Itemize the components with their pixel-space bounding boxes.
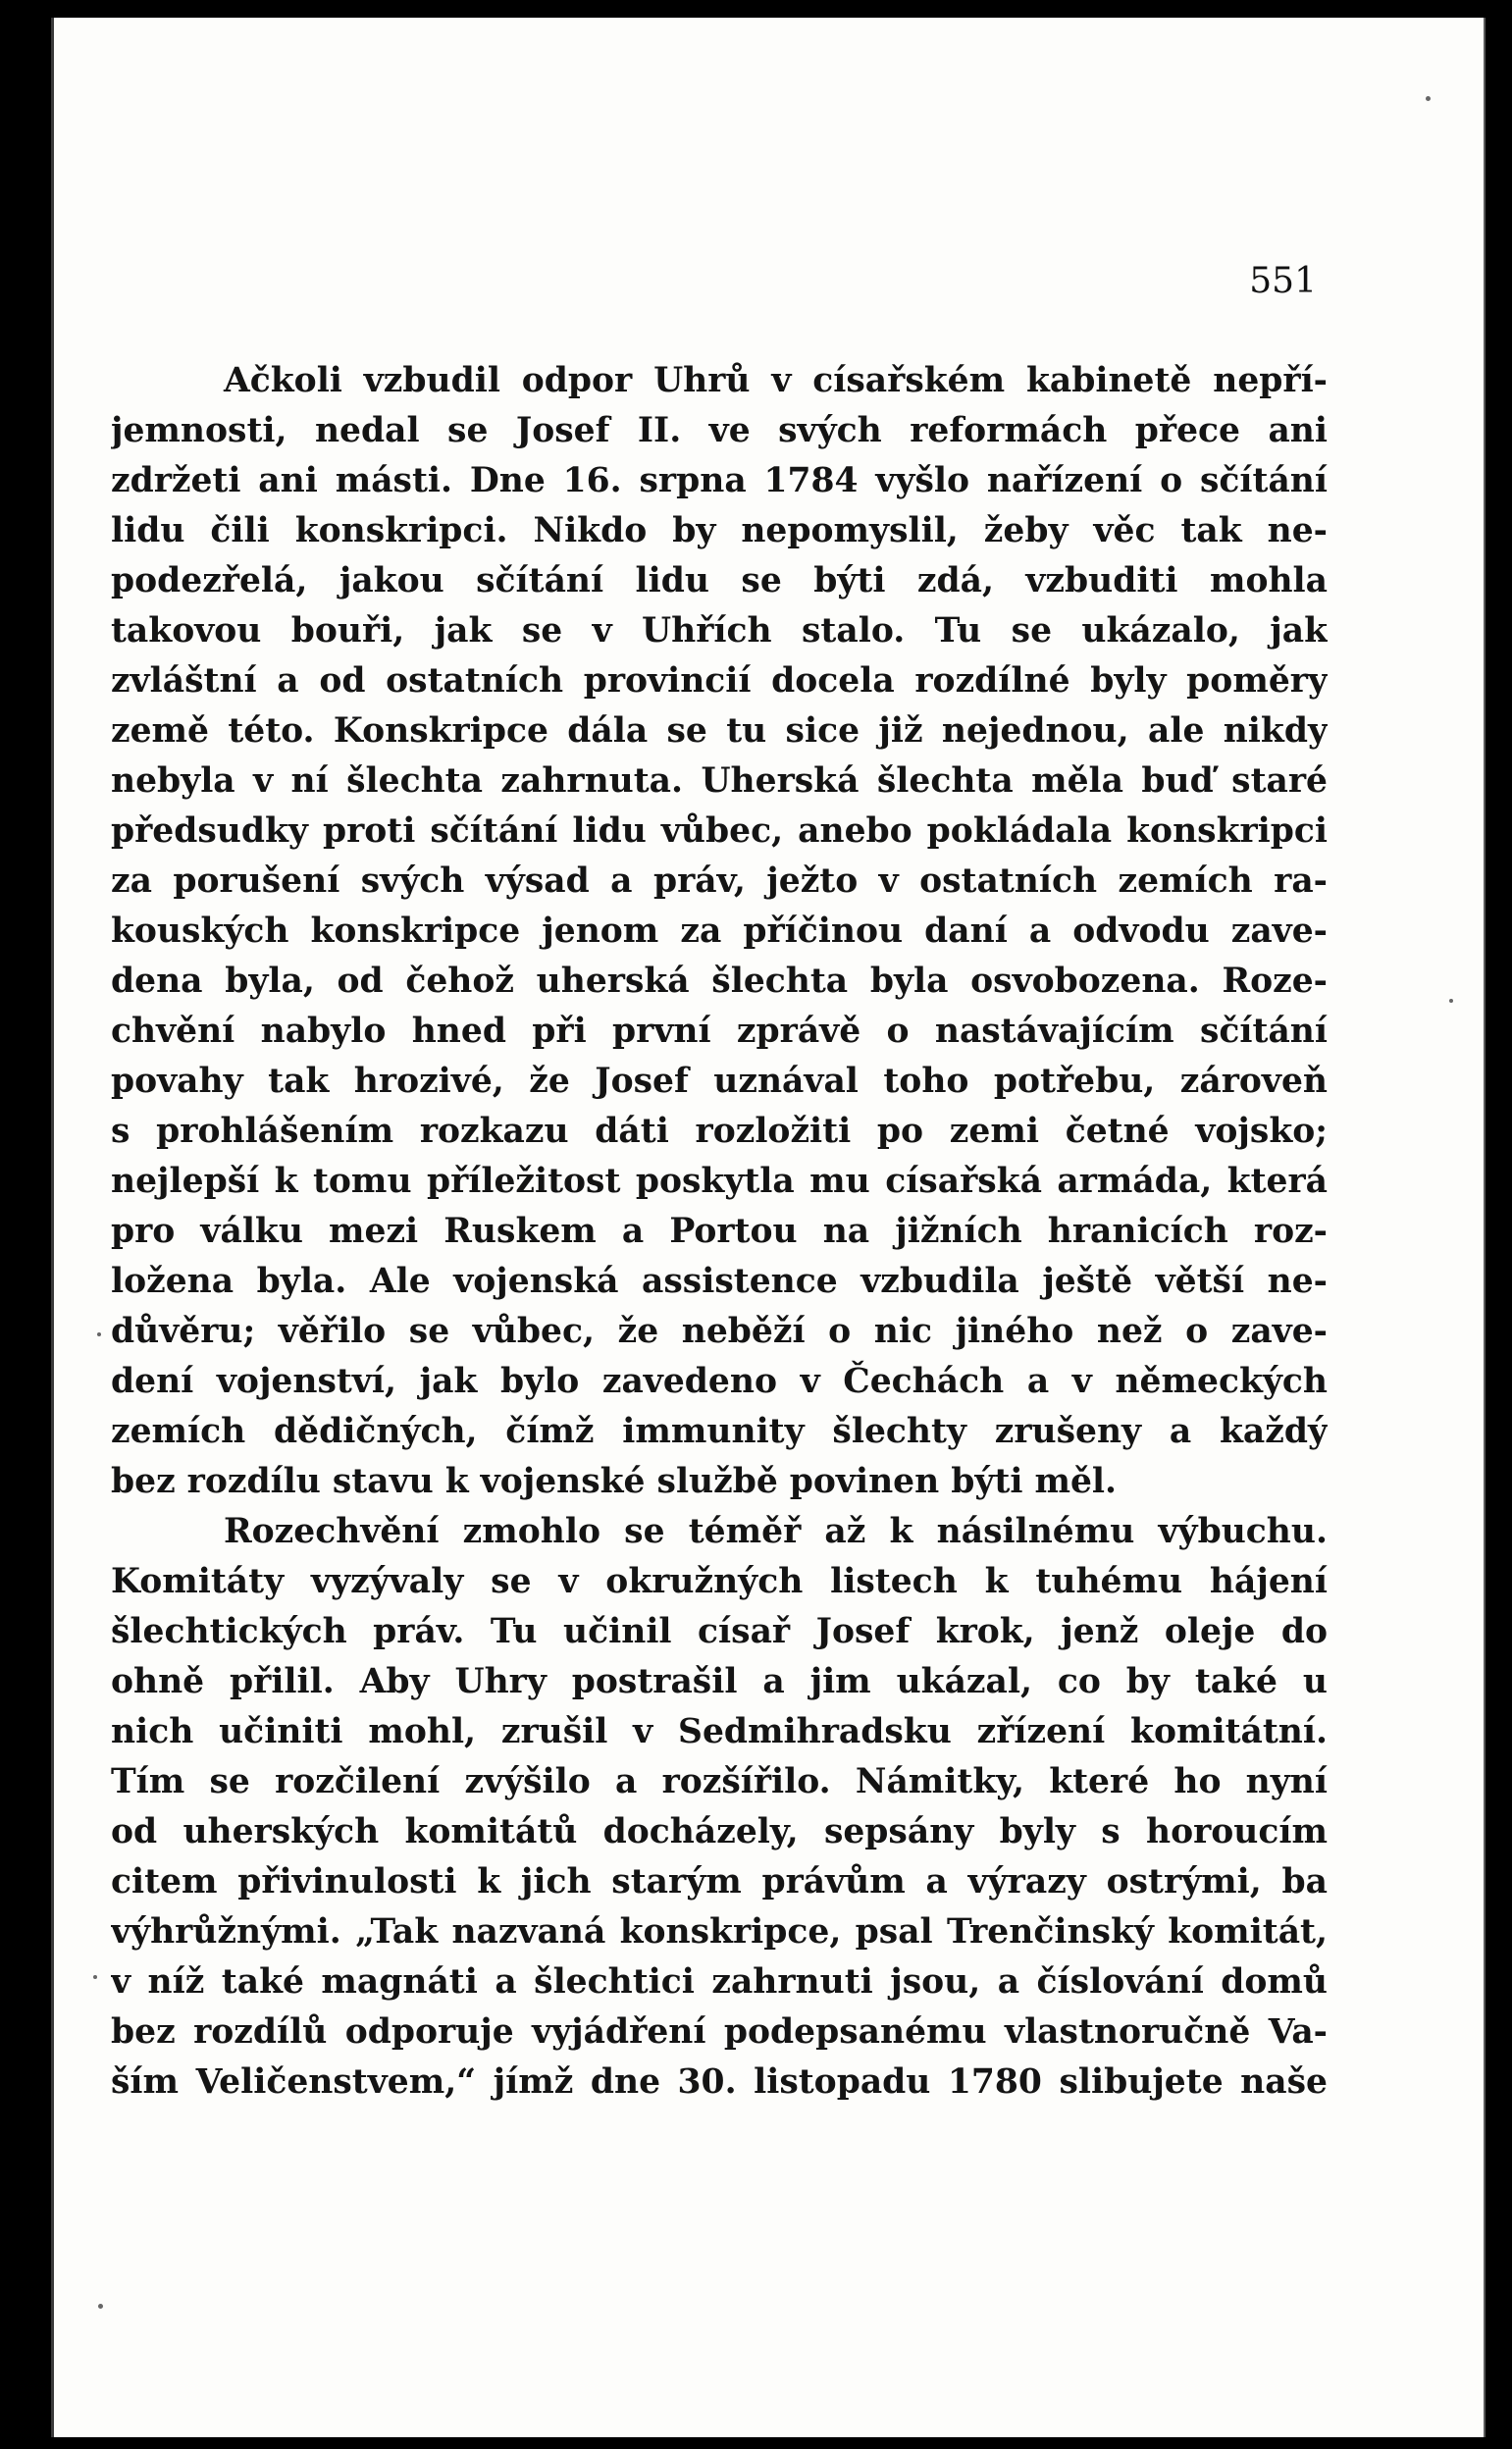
text-line: takovou bouři, jak se v Uhřích stalo. Tu se ukázalo, jak: [111, 611, 1328, 651]
text-line: ším Veličenstvem,“ jímž dne 30. listopadu 1780 slibujete naše: [111, 2062, 1328, 2102]
text-line: bez rozdílu stavu k vojenské službě povinen býti měl.: [111, 1462, 1118, 1501]
text-line: podezřelá, jakou sčítání lidu se býti zdá, vzbuditi mohla: [111, 561, 1328, 600]
paragraph-1: [111, 356, 1328, 1507]
text-line: pro válku mezi Ruskem a Portou na jižních hranicích roz-: [111, 1212, 1328, 1251]
text-line: jemnosti, nedal se Josef II. ve svých reformách přece ani: [111, 411, 1328, 450]
text-line: Rozechvění zmohlo se téměř až k násilnému výbuchu.: [224, 1512, 1328, 1551]
text-line: lidu čili konskripci. Nikdo by nepomyslil, žeby věc tak ne-: [111, 511, 1328, 550]
text-line: s prohlášením rozkazu dáti rozložiti po zemi četné vojsko;: [111, 1112, 1328, 1151]
scan-speck: [98, 2304, 103, 2309]
text-line: za porušení svých výsad a práv, ježto v ostatních zemích ra-: [111, 861, 1328, 901]
text-line: v níž také magnáti a šlechtici zahrnuti jsou, a číslování domů: [111, 1962, 1328, 2002]
text-line: dení vojenství, jak bylo zavedeno v Čechách a v německých: [111, 1362, 1328, 1401]
text-line: nejlepší k tomu příležitost poskytla mu císařská armáda, která: [111, 1162, 1328, 1201]
scan-speck: [97, 1332, 101, 1336]
text-line: Ačkoli vzbudil odpor Uhrů v císařském kabinetě nepří-: [224, 361, 1328, 400]
scan-speck: [93, 1975, 97, 1979]
text-line: zvláštní a od ostatních provincií docela rozdílné byly poměry: [111, 661, 1328, 701]
text-line: zdržeti ani másti. Dne 16. srpna 1784 vyšlo nařízení o sčítání: [111, 461, 1328, 500]
text-line: citem přivinulosti k jich starým právům a výrazy ostrými, ba: [111, 1862, 1328, 1902]
paragraph-2: [111, 1507, 1328, 2108]
text-line: výhrůžnými. „Tak nazvaná konskripce, psal Trenčinský komitát,: [111, 1912, 1328, 1952]
text-line: zemích dědičných, čímž immunity šlechty zrušeny a každý: [111, 1412, 1328, 1451]
text-line: Komitáty vyzývaly se v okružných listech k tuhému hájení: [111, 1562, 1328, 1601]
scan-speck: [1449, 999, 1453, 1003]
text-line: kouských konskripce jenom za příčinou daní a odvodu zave-: [111, 912, 1328, 951]
page-number: 551: [1249, 261, 1317, 301]
book-page: [51, 18, 1486, 2437]
text-line: chvění nabylo hned při první zprávě o nastávajícím sčítání: [111, 1012, 1328, 1051]
text-line: šlechtických práv. Tu učinil císař Josef krok, jenž oleje do: [111, 1612, 1328, 1651]
text-line: předsudky proti sčítání lidu vůbec, anebo pokládala konskripci: [111, 811, 1328, 851]
text-line: dena byla, od čehož uherská šlechta byla osvobozena. Roze-: [111, 962, 1328, 1001]
text-line: důvěru; věřilo se vůbec, že neběží o nic jiného než o zave-: [111, 1312, 1328, 1351]
text-line: nebyla v ní šlechta zahrnuta. Uherská šlechta měla buď staré: [111, 761, 1328, 801]
text-line: nich učiniti mohl, zrušil v Sedmihradsku zřízení komitátní.: [111, 1712, 1328, 1751]
text-line: bez rozdílů odporuje vyjádření podepsanému vlastnoručně Va-: [111, 2012, 1328, 2052]
body-text: [111, 356, 1328, 2108]
text-line: od uherských komitátů docházely, sepsány byly s horoucím: [111, 1812, 1328, 1851]
text-line: povahy tak hrozivé, že Josef uznával toho potřebu, zároveň: [111, 1062, 1328, 1101]
text-line: Tím se rozčilení zvýšilo a rozšířilo. Námitky, které ho nyní: [111, 1762, 1328, 1801]
text-line: země této. Konskripce dála se tu sice již nejednou, ale nikdy: [111, 711, 1328, 751]
text-line: ložena byla. Ale vojenská assistence vzbudila ještě větší ne-: [111, 1262, 1328, 1301]
text-line: ohně přilil. Aby Uhry postrašil a jim ukázal, co by také u: [111, 1662, 1328, 1701]
scan-speck: [1426, 96, 1431, 101]
